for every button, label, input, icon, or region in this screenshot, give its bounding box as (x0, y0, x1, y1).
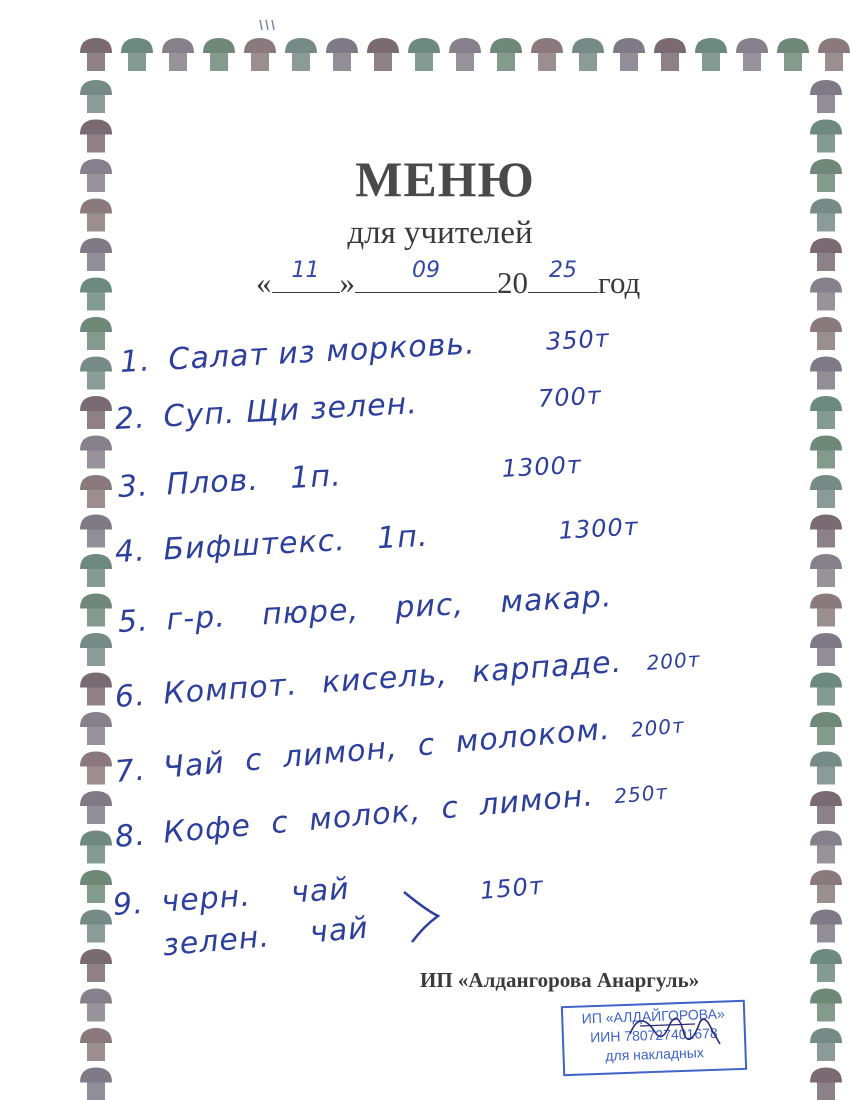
item-text: Салат из морковь. (167, 326, 477, 378)
border-ornament (80, 278, 112, 311)
border-ornament (810, 989, 842, 1022)
border-ornament (810, 673, 842, 706)
item-price: 1300т (501, 450, 583, 483)
border-ornament (810, 594, 842, 627)
item-price: 150т (478, 871, 545, 905)
border-ornament (80, 120, 112, 153)
item-number: 2. (114, 400, 147, 437)
year-blank (528, 258, 598, 293)
item-number: 7. (113, 752, 148, 790)
item-text: Суп. Щи зелен. (162, 386, 419, 435)
border-ornament (80, 870, 112, 903)
item-text: Компот. кисель, карпаде. (162, 644, 624, 712)
border-ornament (80, 989, 112, 1022)
item-number: 4. (114, 533, 147, 570)
item-price: 250т (613, 779, 670, 809)
border-ornament (80, 633, 112, 666)
border-ornament (80, 752, 112, 785)
border-ornament (80, 673, 112, 706)
border-ornament (285, 38, 317, 71)
tick-mark (256, 18, 280, 36)
border-ornament (80, 831, 112, 864)
item-number: 1. (119, 343, 152, 380)
border-ornament (80, 436, 112, 469)
shared-price (478, 867, 545, 907)
border-ornament (810, 317, 842, 350)
signature (600, 1004, 740, 1064)
border-ornament (810, 910, 842, 943)
border-ornament (810, 712, 842, 745)
day-value: 11 (291, 258, 320, 283)
item-price: 200т (629, 713, 686, 742)
item-text: Плов. 1п. (165, 458, 343, 503)
item-price: 200т (645, 647, 702, 675)
border-ornament (810, 752, 842, 785)
border-ornament (818, 38, 850, 71)
item-text: г-р. пюре, рис, макар. (165, 579, 614, 638)
day-blank (272, 258, 340, 293)
open-quote: « (256, 265, 272, 300)
item-text: черн. чай (160, 871, 351, 920)
border-ornament (810, 949, 842, 982)
border-ornament (80, 791, 112, 824)
border-ornament (80, 1068, 112, 1100)
item-number: 9. (111, 885, 145, 923)
border-ornament (80, 712, 112, 745)
border-ornament (326, 38, 358, 71)
border-ornament (810, 1068, 842, 1100)
border-ornament (810, 357, 842, 390)
border-ornament (80, 594, 112, 627)
menu-title: МЕНЮ (355, 151, 535, 207)
menu-subtitle: для учителей (347, 215, 533, 251)
item-price: 1300т (558, 512, 640, 545)
item-price: 700т (537, 381, 603, 413)
year-prefix: 20 (497, 265, 528, 300)
border-ornament (572, 38, 604, 71)
item-text: зелен. чай (161, 910, 371, 964)
border-ornament (810, 120, 842, 153)
border-ornament (810, 475, 842, 508)
border-ornament (80, 80, 112, 113)
border-ornament (80, 396, 112, 429)
border-ornament (654, 38, 686, 71)
border-ornament (810, 278, 842, 311)
border-ornament (80, 554, 112, 587)
stamp-line: ИП «АЛДАЙГОРОВА» (581, 1005, 726, 1027)
item-text: Чай с лимон, с молоком. (161, 711, 612, 786)
border-ornament (810, 831, 842, 864)
border-ornament (613, 38, 645, 71)
border-ornament (80, 317, 112, 350)
border-ornament (531, 38, 563, 71)
border-ornament (80, 357, 112, 390)
item-number: 3. (117, 468, 150, 505)
border-ornament (810, 396, 842, 429)
brace-mark (398, 880, 448, 950)
item-number: 6. (113, 677, 147, 715)
year-word: год (598, 265, 641, 300)
item-text: Бифштекс. 1п. (162, 518, 430, 568)
border-ornament (490, 38, 522, 71)
border-ornament (777, 38, 809, 71)
border-ornament (80, 38, 112, 71)
year-value: 25 (549, 258, 577, 283)
border-ornament (449, 38, 481, 71)
border-ornament (810, 554, 842, 587)
item-text: Кофе с молок, с лимон. (161, 778, 596, 851)
border-ornament (810, 870, 842, 903)
stamp-line: для накладных (605, 1044, 705, 1064)
border-ornament (121, 38, 153, 71)
border-ornament (810, 80, 842, 113)
month-value: 09 (412, 258, 440, 283)
stamp-line: ИИН 780727401678 (589, 1024, 718, 1046)
border-ornament (80, 475, 112, 508)
border-ornament (810, 436, 842, 469)
border-ornament (203, 38, 235, 71)
seller-name: ИП «Алдангорова Анаргуль» (420, 968, 700, 992)
border-ornament (408, 38, 440, 71)
border-ornament (367, 38, 399, 71)
date-line (256, 258, 641, 301)
border-ornament (162, 38, 194, 71)
item-price: 350т (545, 324, 611, 356)
month-blank (355, 258, 497, 293)
border-ornament (80, 949, 112, 982)
border-ornament (810, 791, 842, 824)
border-ornament (736, 38, 768, 71)
border-ornament (244, 38, 276, 71)
border-ornament (810, 1028, 842, 1061)
border-ornament (80, 515, 112, 548)
item-number: 8. (113, 817, 148, 855)
item-number: 5. (117, 603, 150, 640)
border-ornament (810, 515, 842, 548)
border-ornament (810, 633, 842, 666)
border-ornament (695, 38, 727, 71)
border-ornament (80, 910, 112, 943)
close-quote: » (339, 265, 355, 300)
border-ornament (80, 1028, 112, 1061)
